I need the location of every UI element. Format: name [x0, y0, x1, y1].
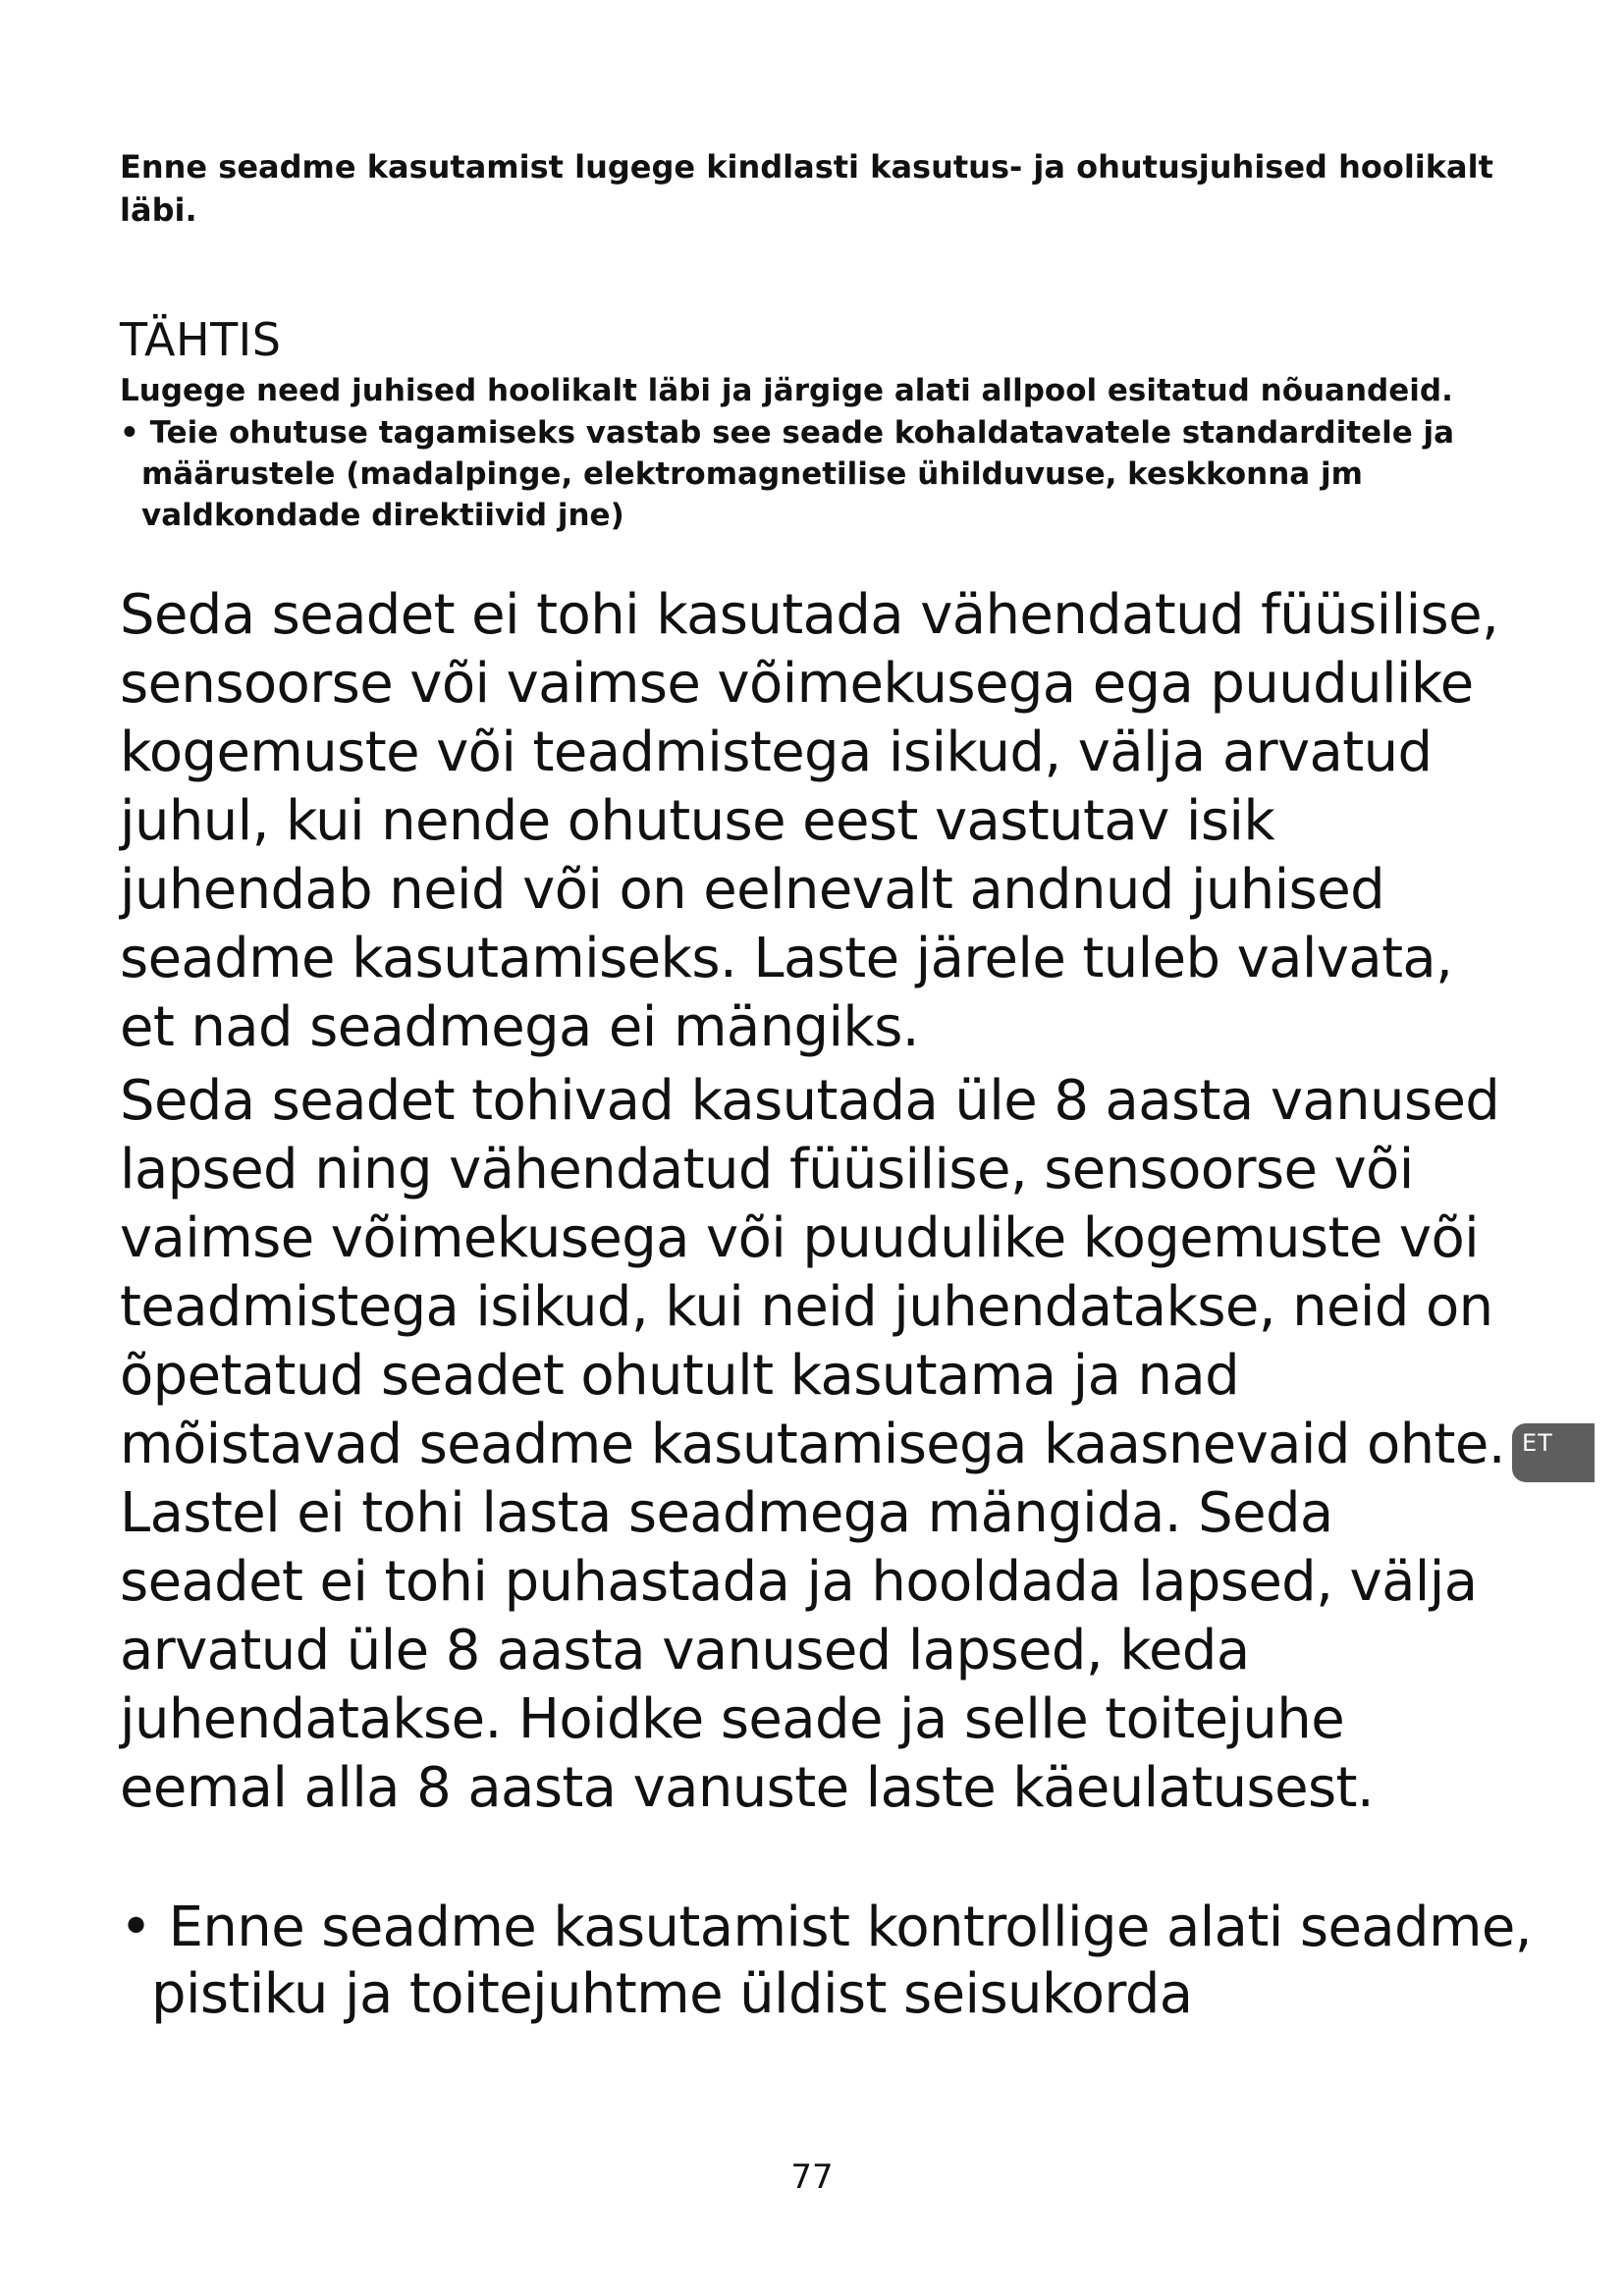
language-tab: ET	[1512, 1423, 1595, 1482]
important-heading: TÄHTIS	[120, 313, 282, 366]
check-condition-bullet: • Enne seadme kasutamist kontrollige alati seadme, pistiku ja toitejuhtme üldist seisukorda	[120, 1896, 1532, 2026]
children-usage-paragraph: Seda seadet tohivad kasutada üle 8 aasta vanused lapsed ning vähendatud füüsilise, sensoorse või vaimse võimekusega või puudulike kogemuste või teadmistega isikud, kui neid juhendatakse, neid on õpetatud seadet ohutult kasutama ja nad mõistavad seadme kasutamisega kaasnevaid ohte. Lastel ei tohi lasta seadmega mängida. Seda seadet ei tohi puhastada ja hooldada lapsed, välja arvatud üle 8 aasta vanused lapsed, keda juhendatakse. Hoidke seade ja selle toitejuhe eemal alla 8 aasta vanuste laste käeulatusest.	[120, 1069, 1505, 1820]
intro-notice: Enne seadme kasutamist lugege kindlasti kasutus- ja ohutusjuhised hoolikalt läbi.	[120, 148, 1493, 229]
page-number: 77	[790, 2158, 834, 2197]
important-bullet: • Teie ohutuse tagamiseks vastab see seade kohaldatavatele standarditele ja määrustele (madalpinge, elektromagnetilise ühilduvuse, keskkonna jm valdkondade direktiivid jne)	[120, 415, 1455, 533]
important-lead: Lugege need juhised hoolikalt läbi ja järgige alati allpool esitatud nõuandeid.	[120, 373, 1453, 408]
supervision-paragraph: Seda seadet ei tohi kasutada vähendatud füüsilise, sensoorse või vaimse võimekusega ega puudulike kogemuste või teadmistega isikud, välja arvatud juhul, kui nende ohutuse eest vastutav isik juhendab neid või on eelnevalt andnud juhised seadme kasutamiseks. Laste järele tuleb valvata, et nad seadmega ei mängiks.	[120, 583, 1499, 1059]
